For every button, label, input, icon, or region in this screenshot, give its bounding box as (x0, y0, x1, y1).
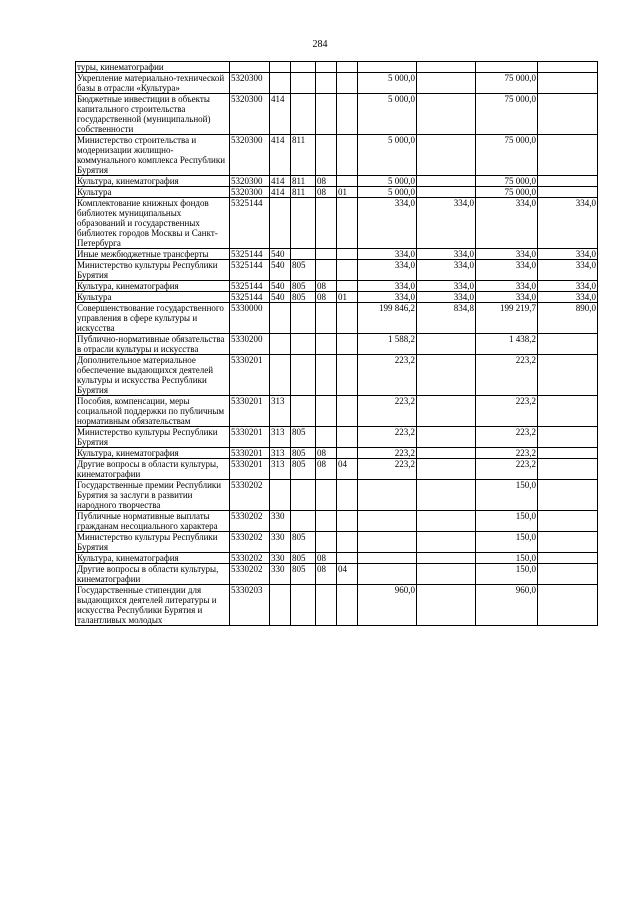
cell-amount-3: 150,0 (476, 511, 538, 532)
cell-target-code: 5330202 (230, 511, 270, 532)
cell-subsection: 04 (337, 564, 358, 585)
table-row (76, 532, 598, 553)
page-number: 284 (312, 39, 328, 50)
cell-expense-type (270, 62, 291, 73)
cell-expense-type (270, 355, 291, 396)
cell-name: Публично-нормативные обязательства в отрасли культуры и искусства (76, 334, 230, 355)
cell-target-code: 5330200 (230, 334, 270, 355)
cell-ministry-code (291, 73, 316, 94)
cell-name: Культура (76, 292, 230, 303)
cell-name: Культура, кинематография (76, 281, 230, 292)
cell-section (316, 249, 337, 260)
cell-ministry-code (291, 511, 316, 532)
cell-target-code: 5330201 (230, 427, 270, 448)
cell-amount-4: 334,0 (538, 292, 598, 303)
cell-amount-4 (538, 73, 598, 94)
cell-name: Министерство культуры Республики Бурятия (76, 427, 230, 448)
cell-section (316, 427, 337, 448)
cell-section (316, 355, 337, 396)
cell-section: 08 (316, 281, 337, 292)
cell-name: Дополнительное материальное обеспечение выдающихся деятелей культуры и искусства Республики Бурятия (76, 355, 230, 396)
cell-expense-type: 540 (270, 292, 291, 303)
cell-section: 08 (316, 187, 337, 198)
cell-name: туры, кинематографии (76, 62, 230, 73)
cell-amount-2 (417, 334, 476, 355)
cell-amount-3: 334,0 (476, 260, 538, 281)
cell-name: Государственные стипендии для выдающихся деятелей литературы и искусства Республики Бурятия и талантливых молодых (76, 585, 230, 626)
cell-name: Министерство культуры Республики Бурятия (76, 532, 230, 553)
cell-ministry-code: 805 (291, 553, 316, 564)
cell-target-code: 5320300 (230, 73, 270, 94)
cell-name: Культура (76, 187, 230, 198)
cell-amount-3: 334,0 (476, 198, 538, 249)
cell-amount-4 (538, 176, 598, 187)
cell-amount-1: 223,2 (358, 396, 417, 427)
table-row (76, 480, 598, 511)
cell-amount-3: 334,0 (476, 249, 538, 260)
cell-amount-1: 199 846,2 (358, 303, 417, 334)
cell-amount-1 (358, 62, 417, 73)
cell-amount-2 (417, 73, 476, 94)
cell-amount-3: 75 000,0 (476, 94, 538, 135)
cell-amount-2 (417, 396, 476, 427)
cell-target-code: 5330203 (230, 585, 270, 626)
cell-amount-3: 199 219,7 (476, 303, 538, 334)
cell-ministry-code (291, 396, 316, 427)
cell-subsection: 01 (337, 292, 358, 303)
table-body (76, 62, 598, 626)
cell-amount-4 (538, 564, 598, 585)
cell-amount-4 (538, 62, 598, 73)
cell-ministry-code (291, 585, 316, 626)
cell-subsection: 04 (337, 459, 358, 480)
cell-amount-1: 223,2 (358, 459, 417, 480)
cell-section: 08 (316, 448, 337, 459)
cell-amount-1: 334,0 (358, 260, 417, 281)
cell-amount-1: 223,2 (358, 427, 417, 448)
cell-amount-1: 334,0 (358, 292, 417, 303)
cell-amount-3: 150,0 (476, 532, 538, 553)
cell-amount-2: 834,8 (417, 303, 476, 334)
cell-expense-type: 540 (270, 249, 291, 260)
cell-amount-2 (417, 564, 476, 585)
cell-amount-3: 75 000,0 (476, 73, 538, 94)
cell-amount-3: 223,2 (476, 459, 538, 480)
cell-section (316, 135, 337, 176)
cell-amount-2 (417, 427, 476, 448)
cell-target-code: 5330201 (230, 459, 270, 480)
table-row (76, 281, 598, 292)
cell-name: Публичные нормативные выплаты гражданам несоциального характера (76, 511, 230, 532)
cell-name: Министерство строительства и модернизации жилищно-коммунального комплекса Республики Бурятия (76, 135, 230, 176)
cell-amount-3: 150,0 (476, 564, 538, 585)
cell-amount-2 (417, 585, 476, 626)
cell-section: 08 (316, 176, 337, 187)
cell-amount-3: 223,2 (476, 355, 538, 396)
cell-ministry-code (291, 198, 316, 249)
cell-section (316, 303, 337, 334)
cell-amount-1 (358, 480, 417, 511)
cell-amount-4 (538, 532, 598, 553)
table-row (76, 511, 598, 532)
cell-amount-3: 150,0 (476, 553, 538, 564)
cell-ministry-code (291, 303, 316, 334)
table-row (76, 396, 598, 427)
cell-amount-4: 334,0 (538, 249, 598, 260)
cell-section: 08 (316, 553, 337, 564)
cell-target-code: 5325144 (230, 281, 270, 292)
cell-target-code: 5330201 (230, 396, 270, 427)
cell-ministry-code (291, 355, 316, 396)
cell-name: Государственные премии Республики Бурятия за заслуги в развитии народного творчества (76, 480, 230, 511)
cell-ministry-code: 805 (291, 564, 316, 585)
cell-target-code: 5325144 (230, 249, 270, 260)
cell-amount-2: 334,0 (417, 260, 476, 281)
cell-target-code: 5325144 (230, 198, 270, 249)
cell-amount-3: 150,0 (476, 480, 538, 511)
cell-amount-1 (358, 553, 417, 564)
cell-subsection (337, 427, 358, 448)
table-row (76, 73, 598, 94)
cell-subsection (337, 176, 358, 187)
cell-ministry-code (291, 62, 316, 73)
cell-target-code: 5330202 (230, 553, 270, 564)
cell-section (316, 532, 337, 553)
cell-expense-type: 313 (270, 427, 291, 448)
cell-subsection (337, 135, 358, 176)
cell-ministry-code (291, 334, 316, 355)
cell-amount-4: 334,0 (538, 281, 598, 292)
cell-ministry-code (291, 94, 316, 135)
budget-table (75, 61, 598, 626)
cell-expense-type: 330 (270, 553, 291, 564)
cell-ministry-code: 805 (291, 459, 316, 480)
cell-target-code: 5330202 (230, 532, 270, 553)
cell-amount-3: 1 438,2 (476, 334, 538, 355)
cell-subsection: 01 (337, 187, 358, 198)
cell-amount-2 (417, 459, 476, 480)
cell-ministry-code: 811 (291, 176, 316, 187)
cell-subsection (337, 62, 358, 73)
cell-subsection (337, 448, 358, 459)
table-row (76, 448, 598, 459)
cell-name: Культура, кинематография (76, 553, 230, 564)
cell-name: Культура, кинематография (76, 448, 230, 459)
cell-amount-1 (358, 511, 417, 532)
cell-name: Другие вопросы в области культуры, кинематографии (76, 459, 230, 480)
cell-target-code: 5320300 (230, 176, 270, 187)
cell-amount-1 (358, 532, 417, 553)
table-row (76, 355, 598, 396)
cell-amount-3: 223,2 (476, 427, 538, 448)
cell-amount-2: 334,0 (417, 249, 476, 260)
cell-subsection (337, 260, 358, 281)
cell-name: Пособия, компенсации, меры социальной поддержки по публичным нормативным обязательствам (76, 396, 230, 427)
cell-amount-2: 334,0 (417, 292, 476, 303)
cell-amount-1: 5 000,0 (358, 94, 417, 135)
cell-amount-3: 75 000,0 (476, 135, 538, 176)
cell-section: 08 (316, 564, 337, 585)
cell-target-code: 5320300 (230, 187, 270, 198)
cell-subsection (337, 281, 358, 292)
cell-amount-3: 75 000,0 (476, 176, 538, 187)
cell-amount-1: 5 000,0 (358, 73, 417, 94)
cell-amount-4 (538, 511, 598, 532)
cell-section (316, 94, 337, 135)
cell-amount-2 (417, 355, 476, 396)
cell-name: Комплектование книжных фондов библиотек муниципальных образований и государственных библиотек городов Москвы и Санкт-Петербурга (76, 198, 230, 249)
cell-name: Иные межбюджетные трансферты (76, 249, 230, 260)
cell-section (316, 480, 337, 511)
cell-amount-4: 334,0 (538, 198, 598, 249)
cell-amount-1: 5 000,0 (358, 187, 417, 198)
cell-subsection (337, 303, 358, 334)
table-row (76, 176, 598, 187)
cell-amount-4 (538, 396, 598, 427)
cell-name: Министерство культуры Республики Бурятия (76, 260, 230, 281)
cell-section (316, 511, 337, 532)
cell-ministry-code: 805 (291, 292, 316, 303)
cell-amount-3: 223,2 (476, 448, 538, 459)
table-row (76, 62, 598, 73)
table-row (76, 553, 598, 564)
table-row (76, 292, 598, 303)
cell-amount-3: 334,0 (476, 281, 538, 292)
cell-subsection (337, 480, 358, 511)
cell-ministry-code: 805 (291, 281, 316, 292)
cell-amount-1: 1 588,2 (358, 334, 417, 355)
cell-expense-type (270, 198, 291, 249)
cell-subsection (337, 249, 358, 260)
cell-section: 08 (316, 292, 337, 303)
cell-amount-2 (417, 553, 476, 564)
cell-ministry-code: 805 (291, 532, 316, 553)
table-row (76, 334, 598, 355)
table-row (76, 135, 598, 176)
cell-target-code: 5330000 (230, 303, 270, 334)
table-row (76, 187, 598, 198)
cell-expense-type: 414 (270, 135, 291, 176)
cell-ministry-code: 805 (291, 260, 316, 281)
cell-amount-4 (538, 94, 598, 135)
cell-subsection (337, 355, 358, 396)
cell-ministry-code: 805 (291, 448, 316, 459)
cell-target-code: 5330201 (230, 448, 270, 459)
cell-amount-1: 223,2 (358, 448, 417, 459)
cell-amount-4 (538, 459, 598, 480)
table-row (76, 198, 598, 249)
cell-expense-type: 414 (270, 176, 291, 187)
cell-amount-2 (417, 135, 476, 176)
cell-amount-3: 75 000,0 (476, 187, 538, 198)
cell-subsection (337, 511, 358, 532)
cell-subsection (337, 73, 358, 94)
cell-amount-4 (538, 187, 598, 198)
cell-section (316, 73, 337, 94)
cell-target-code: 5330202 (230, 480, 270, 511)
cell-amount-4: 890,0 (538, 303, 598, 334)
table-row (76, 459, 598, 480)
table-row (76, 427, 598, 448)
cell-amount-1: 960,0 (358, 585, 417, 626)
cell-target-code: 5325144 (230, 260, 270, 281)
cell-amount-4 (538, 135, 598, 176)
cell-expense-type (270, 303, 291, 334)
cell-name: Культура, кинематография (76, 176, 230, 187)
cell-section (316, 62, 337, 73)
cell-amount-4: 334,0 (538, 260, 598, 281)
table-row (76, 564, 598, 585)
cell-expense-type: 330 (270, 564, 291, 585)
table-row (76, 249, 598, 260)
cell-amount-3 (476, 62, 538, 73)
cell-name: Бюджетные инвестиции в объекты капитального строительства государственной (муниципальной) собственности (76, 94, 230, 135)
cell-section: 08 (316, 459, 337, 480)
cell-expense-type: 313 (270, 448, 291, 459)
cell-amount-2 (417, 94, 476, 135)
cell-ministry-code (291, 480, 316, 511)
cell-amount-1: 5 000,0 (358, 176, 417, 187)
cell-section (316, 260, 337, 281)
cell-target-code: 5320300 (230, 135, 270, 176)
cell-expense-type (270, 480, 291, 511)
cell-ministry-code (291, 249, 316, 260)
cell-amount-2 (417, 511, 476, 532)
cell-amount-2 (417, 532, 476, 553)
cell-target-code (230, 62, 270, 73)
cell-target-code: 5325144 (230, 292, 270, 303)
cell-section (316, 198, 337, 249)
table-row (76, 303, 598, 334)
cell-amount-3: 960,0 (476, 585, 538, 626)
cell-ministry-code: 811 (291, 135, 316, 176)
cell-subsection (337, 585, 358, 626)
cell-amount-2: 334,0 (417, 281, 476, 292)
cell-amount-1 (358, 564, 417, 585)
cell-subsection (337, 396, 358, 427)
cell-target-code: 5320300 (230, 94, 270, 135)
table-row (76, 94, 598, 135)
cell-subsection (337, 553, 358, 564)
cell-expense-type: 540 (270, 260, 291, 281)
cell-expense-type: 313 (270, 396, 291, 427)
cell-amount-4 (538, 480, 598, 511)
cell-name: Совершенствование государственного управления в сфере культуры и искусства (76, 303, 230, 334)
cell-amount-1: 223,2 (358, 355, 417, 396)
cell-expense-type (270, 73, 291, 94)
cell-name: Другие вопросы в области культуры, кинематографии (76, 564, 230, 585)
cell-name: Укрепление материально-технической базы в отрасли «Культура» (76, 73, 230, 94)
cell-amount-4 (538, 448, 598, 459)
cell-amount-4 (538, 553, 598, 564)
cell-expense-type (270, 585, 291, 626)
cell-amount-2 (417, 187, 476, 198)
cell-subsection (337, 334, 358, 355)
cell-section (316, 585, 337, 626)
cell-expense-type: 330 (270, 532, 291, 553)
cell-amount-4 (538, 334, 598, 355)
cell-amount-1: 334,0 (358, 281, 417, 292)
table-row (76, 585, 598, 626)
cell-ministry-code: 811 (291, 187, 316, 198)
cell-amount-4 (538, 355, 598, 396)
cell-amount-4 (538, 427, 598, 448)
cell-target-code: 5330202 (230, 564, 270, 585)
cell-amount-4 (538, 585, 598, 626)
cell-expense-type: 414 (270, 94, 291, 135)
cell-amount-1: 5 000,0 (358, 135, 417, 176)
cell-expense-type: 414 (270, 187, 291, 198)
cell-subsection (337, 94, 358, 135)
cell-subsection (337, 532, 358, 553)
cell-expense-type: 313 (270, 459, 291, 480)
cell-expense-type: 330 (270, 511, 291, 532)
cell-amount-2 (417, 176, 476, 187)
cell-amount-2: 334,0 (417, 198, 476, 249)
cell-amount-2 (417, 480, 476, 511)
cell-expense-type: 540 (270, 281, 291, 292)
cell-amount-3: 334,0 (476, 292, 538, 303)
cell-ministry-code: 805 (291, 427, 316, 448)
cell-section (316, 334, 337, 355)
cell-target-code: 5330201 (230, 355, 270, 396)
cell-amount-3: 223,2 (476, 396, 538, 427)
table-row (76, 260, 598, 281)
cell-subsection (337, 198, 358, 249)
cell-amount-1: 334,0 (358, 249, 417, 260)
cell-section (316, 396, 337, 427)
cell-amount-2 (417, 448, 476, 459)
cell-amount-1: 334,0 (358, 198, 417, 249)
cell-amount-2 (417, 62, 476, 73)
cell-expense-type (270, 334, 291, 355)
